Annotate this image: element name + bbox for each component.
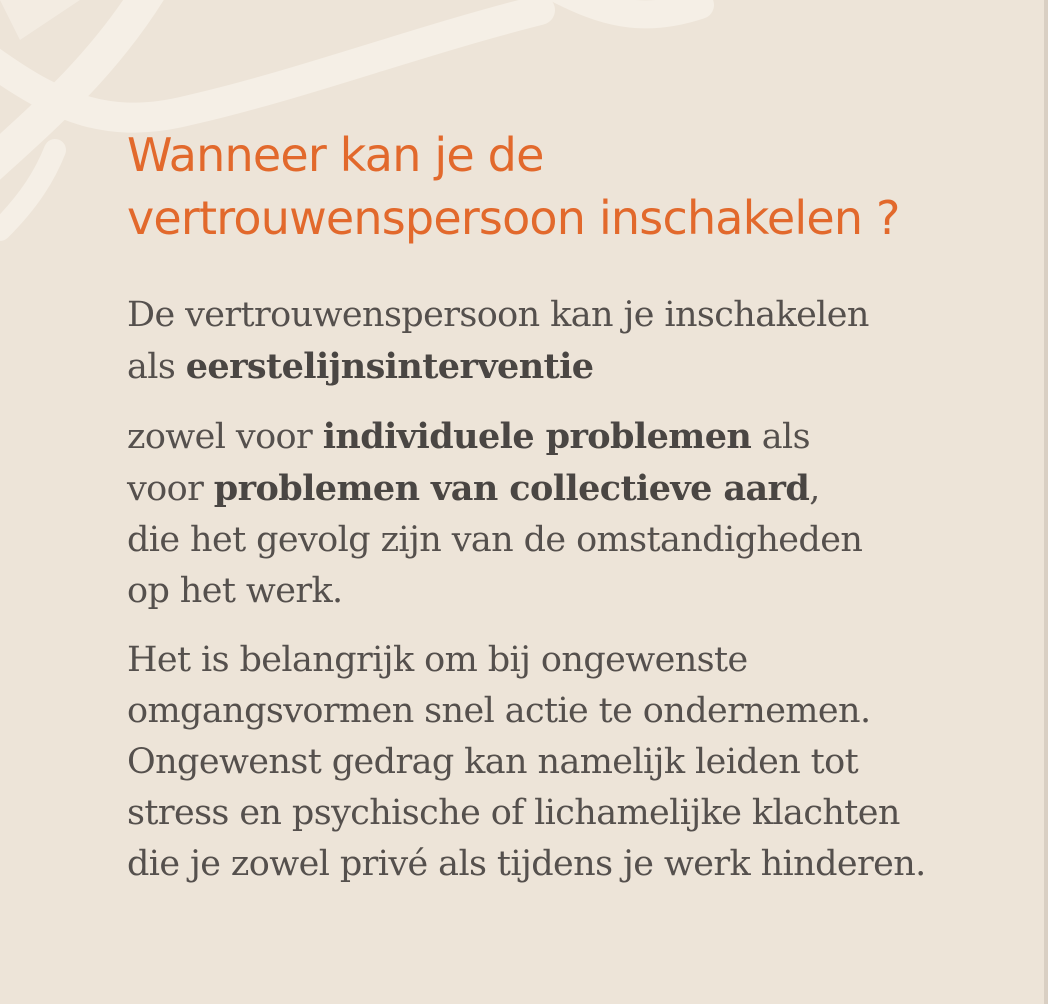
title-line-1: Wanneer kan je de [127,128,544,182]
bold-text-segment: eerstelijnsinterventie [185,346,594,387]
text-segment: zowel voor [127,417,323,457]
paragraph-line [127,463,1007,515]
paragraph-importance [127,635,1007,890]
text-segment: voor [127,469,214,509]
bold-text-segment: individuele problemen [322,416,752,457]
paragraph-first-line-intervention [127,290,1007,393]
bold-text-segment: problemen van collectieve aard [213,468,810,509]
text-segment: , [809,469,820,509]
paragraph-line: op het werk. [127,571,343,611]
paragraph-line: Ongewenst gedrag kan namelijk leiden tot [127,742,859,782]
paragraph-line: stress en psychische of lichamelijke klachten [127,793,900,833]
paragraph-line: die het gevolg zijn van de omstandigheden [127,520,863,560]
page-title [127,124,900,250]
title-line-2: vertrouwenspersoon inschakelen ? [127,191,900,245]
paragraph-line: omgangsvormen snel actie te ondernemen. [127,691,871,731]
paragraph-line [127,341,1007,393]
page-edge [1044,0,1048,1004]
text-segment: als [751,417,810,457]
body-text [127,290,1007,908]
paragraph-line: De vertrouwenspersoon kan je inschakelen [127,295,869,335]
paragraph-line: die je zowel privé als tijdens je werk hinderen. [127,844,926,884]
paragraph-line [127,411,1007,463]
text-segment: als [127,347,186,387]
paragraph-problem-types [127,411,1007,617]
paragraph-line: Het is belangrijk om bij ongewenste [127,640,748,680]
